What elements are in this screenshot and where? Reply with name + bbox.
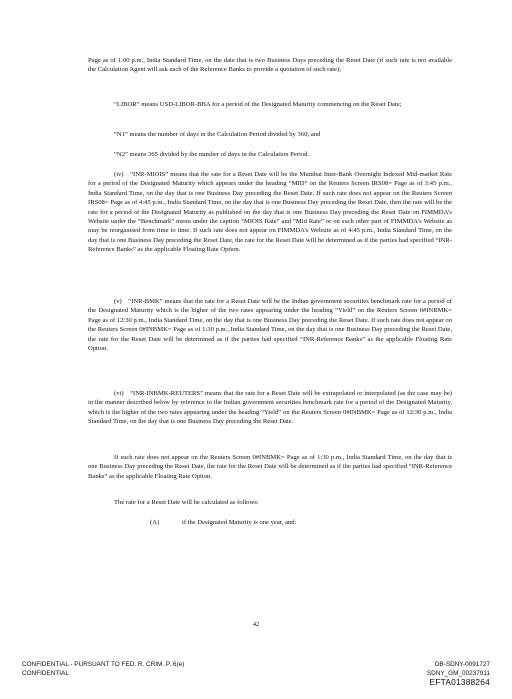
sub-item-a [150, 518, 450, 527]
paragraph-inr-bmk: (v) “INR-BMK” means that the rate for a Reset Date will be the Indian government securities benchmark rate for a period of the Designated Maturity which is the higher of the two rates appearing under the heading “Yield” on the Reuters Screen 0#INBMK= Page as of 12:30 p.m., India Standard Time, on the day that is one Business Day preceding the Reset Date. If such rate does not appear on the Reuters Screen 0#INBMK= Page as of 1:30 p.m., India Standard Time, on the day that is one Business Day preceding the Reset Date, the rate for the Reset Date will be determined as if the parties had specified “INR-Reference Banks” as the applicable Floating Rate Option. [88, 298, 452, 353]
footer-confidential-label: CONFIDENTIAL [22, 669, 69, 677]
paragraph-fallback: If such rate does not appear on the Reuters Screen 0#INBMK= Page as of 1:30 p.m., India Standard Time, on the day that is one Business Day preceding the Reset Date, the rate for the Reset Date will be determined as if the parties had specified “INR-Reference Banks” as the applicable Floating Rate Option. [88, 454, 452, 480]
paragraph-inr-miois: (iv) “INR-MIOIS” means that the rate for a Reset Date will be the Mumbai Inter-Bank Overnight Indexed Mid-market Rate for a period of the Designated Maturity which appears under the heading “MID” on the Reuters Screen IRS08= Page as of 3:45 p.m., India Standard Time, on the day that is one Business Day preceding the Reset Date. If such rate does not appear on the Reuters Screen IRS08= Page as of 4:45 p.m., India Standard Time, on the day that is one Business Day preceding the Reset Date, then the rate will be the rate for a period of the Designated Maturity as published on the day that is one Business Day preceding the Reset Date on FIMMDA’s Website under the “Benchmark” menu under the caption “MIOIS Rate” and “Mid Rate” or on such other part of FIMMDA’s Website as may be reorganised from time to time. If such rate does not appear on FIMMDA’s Website as of 4:45 p.m., India Standard Time, on the day that is one Business Day preceding the Reset Date, the rate for the Reset Date will be determined as if the parties had specified “INR-Reference Banks” as the applicable Floating Rate Option. [88, 171, 452, 254]
footer-bates-efta: EFTA01388264 [429, 677, 490, 688]
paragraph-n2-definition: “N2” means 365 divided by the number of days in the Calculation Period. [114, 151, 310, 158]
paragraph-rate-calculation: The rate for a Reset Date will be calculated as follows: [114, 499, 259, 506]
paragraph-libor-definition: “LIBOR” means USD-LIBOR-BBA for a period of the Designated Maturity commencing on the Reset Date; [114, 101, 402, 108]
sub-item-a-label: (A) [150, 519, 160, 526]
footer-bates-db: DB-SDNY-0091727 [434, 661, 490, 668]
footer-right [427, 661, 490, 687]
paragraph-page-as-of: Page as of 1:00 p.m., India Standard Time, on the date that is two Business Days preceding the Reset Date (if such rate is not available the Calculation Agent will ask each of the Reference Banks to provide a quotation of such rate); [88, 57, 452, 74]
page-number: 42 [252, 621, 260, 628]
footer-bates-sdny: SDNY_GM_00237911 [426, 669, 490, 677]
paragraph-n1-definition: “N1” means the number of days in the Calculation Period divided by 360; and [114, 131, 321, 138]
paragraph-inr-inbmk-reuters: (vi) “INR-INBMK-REUTERS” means that the rate for a Reset Date will be extrapolated or interpolated (as the case may be) in the manner described below by reference to the Indian government securities benchmark rate for a period of the Designated Maturity, which is the higher of the two rates appearing under the heading “Yield” on the Reuters Screen 0#INBMK= Page as of 12:30 p.m., India Standard Time, on the day that is one Business Day preceding the Reset Date. [88, 390, 452, 426]
footer-left [22, 661, 184, 678]
sub-item-a-text: if the Designated Maturity is one year, and: [182, 519, 297, 526]
footer-confidential-notice: CONFIDENTIAL - PURSUANT TO FED. R. CRIM. P. 6(e) [22, 661, 185, 668]
